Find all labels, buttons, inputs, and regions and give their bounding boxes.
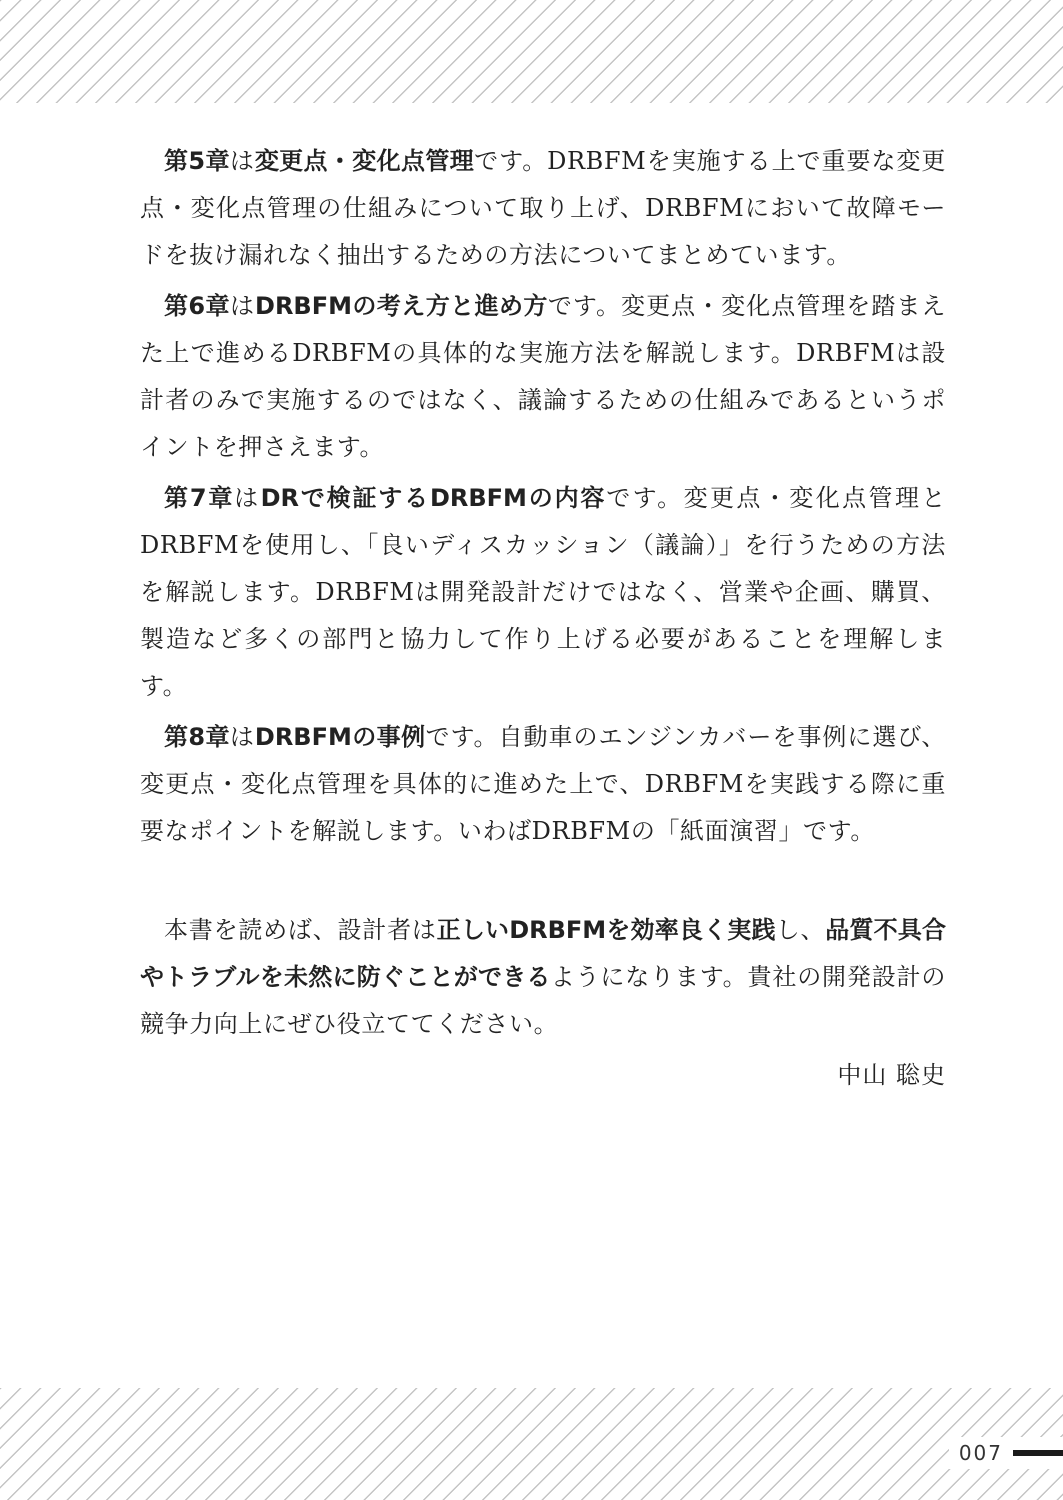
top-hatched-band xyxy=(0,0,1063,103)
emphasis-text: 品質不具合やトラブルを未然に防ぐことができる xyxy=(140,916,947,991)
page-body xyxy=(140,138,946,1098)
body-text: です。自動車のエンジンカバーを事例に選び、変更点・変化点管理を具体的に進めた上で、DRBFMを実践する際に重要なポイントを解説します。いわばDRBFMの「紙面演習」です。 xyxy=(140,723,946,845)
chapter-topic: DRBFMの事例 xyxy=(254,723,426,751)
chapter-5-paragraph xyxy=(140,138,946,279)
page-folio xyxy=(949,1437,1063,1469)
chapter-label: 第5章 xyxy=(164,147,230,175)
bottom-hatched-band xyxy=(0,1388,1063,1500)
closing-paragraph xyxy=(140,907,946,1048)
chapter-6-paragraph xyxy=(140,283,946,471)
chapter-topic: DRBFMの考え方と進め方 xyxy=(255,292,548,320)
body-text: 本書を読めば、設計者は xyxy=(164,916,437,944)
emphasis-text: 正しいDRBFMを効率良く実践 xyxy=(436,916,776,944)
page-number: 007 xyxy=(958,1441,1003,1465)
author-name: 中山 聡史 xyxy=(837,1061,946,1089)
body-text: は xyxy=(230,292,256,320)
body-text: ようになります。貴社の開発設計の競争力向上にぜひ役立ててください。 xyxy=(140,963,946,1038)
body-text: は xyxy=(229,147,255,175)
body-text: し、 xyxy=(775,916,826,944)
body-text: です。変更点・変化点管理を踏まえた上で進めるDRBFMの具体的な実施方法を解説します。DRBFMは設計者のみで実施するのではなく、議論するための仕組みであるというポイントを押さえます。 xyxy=(140,292,946,461)
chapter-topic: DRで検証するDRBFMの内容 xyxy=(260,484,607,512)
chapter-label: 第6章 xyxy=(164,292,230,320)
body-text: は xyxy=(229,723,255,751)
folio-bar xyxy=(1013,1450,1063,1456)
chapter-topic: 変更点・変化点管理 xyxy=(254,147,475,175)
chapter-8-paragraph xyxy=(140,714,946,855)
chapter-label: 第8章 xyxy=(164,723,230,751)
chapter-7-paragraph xyxy=(140,475,946,710)
body-text: は xyxy=(234,484,261,512)
body-text: です。変更点・変化点管理とDRBFMを使用し、「良いディスカッション（議論）」を行うための方法を解説します。DRBFMは開発設計だけではなく、営業や企画、購買、製造など多くの部門と協力して作り上げる必要があることを理解します。 xyxy=(140,484,947,700)
body-text: です。DRBFMを実施する上で重要な変更点・変化点管理の仕組みについて取り上げ、DRBFMにおいて故障モードを抜け漏れなく抽出するための方法についてまとめています。 xyxy=(140,147,947,269)
chapter-label: 第7章 xyxy=(164,484,235,512)
